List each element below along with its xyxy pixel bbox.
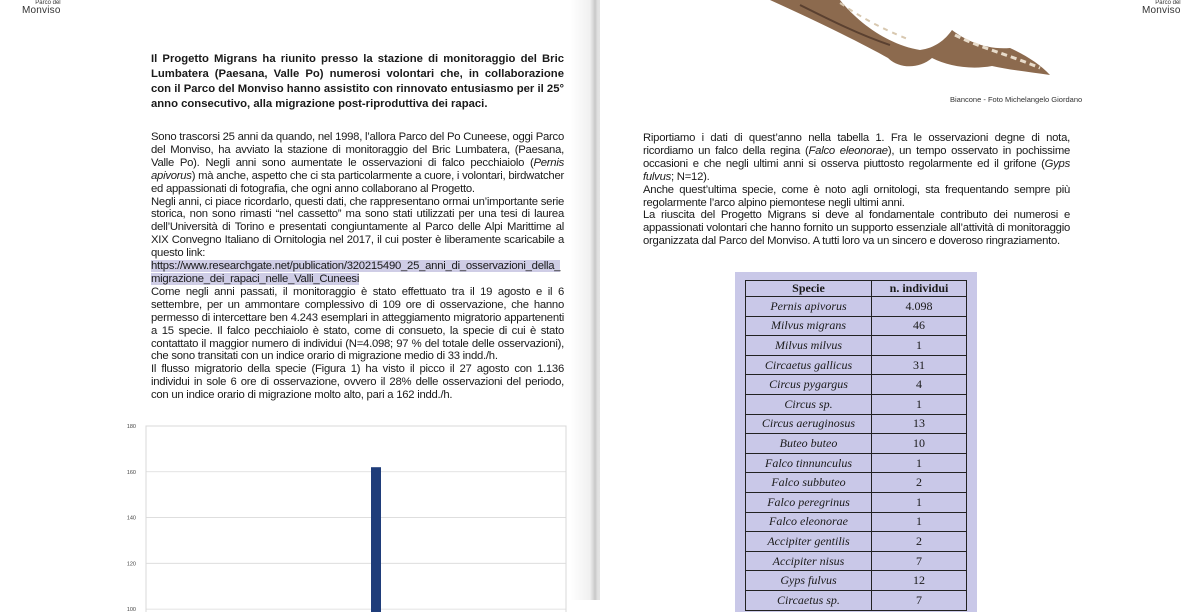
table-row (746, 375, 967, 395)
table-row (746, 512, 967, 532)
column-header-species: Specie (746, 281, 872, 297)
species-cell: Circus aeruginosus (746, 414, 872, 434)
logo-big-text: Monviso (22, 5, 61, 16)
research-link[interactable]: https://www.researchgate.net/publication/320215490_25_anni_di_osservazioni_della_migrazione_dei_rapaci_nelle_Valli_Cuneesi (151, 260, 561, 285)
count-cell: 7 (872, 590, 967, 610)
count-cell: 46 (872, 316, 967, 336)
table-row (746, 355, 967, 375)
table-row (746, 571, 967, 591)
count-cell: 1 (872, 453, 967, 473)
count-cell: 12 (872, 571, 967, 591)
count-cell: 1 (872, 336, 967, 356)
short-toed-eagle-image (770, 0, 1070, 80)
species-name: Gyps fulvus (643, 157, 1070, 183)
species-name: Pernis apivorus (151, 156, 564, 182)
count-cell: 4.098 (872, 297, 967, 317)
y-tick-label: 100 (126, 607, 136, 612)
research-link-paragraph (151, 260, 564, 286)
table-row (746, 414, 967, 434)
lead-paragraph: Il Progetto Migrans ha riunito presso la stazione di monitoraggio del Bric Lumbatera (Paesana, Valle Po) numerosi volontari che, in collaborazione con il Parco del Monviso hanno assistito con rinnovato entusiasmo per il 25° anno consecutivo, alla migrazione post-riproduttiva dei rapaci. (151, 53, 564, 110)
count-cell: 10 (872, 434, 967, 454)
table-header-row (746, 281, 967, 297)
logo-big-text: Monviso (1142, 5, 1181, 16)
logo-small-text: Parco del (1155, 0, 1181, 6)
count-cell: 1 (872, 492, 967, 512)
count-cell: 2 (872, 532, 967, 552)
left-paragraph-3: Come negli anni passati, il monitoraggio è stato effettuato tra il 19 agosto e il 6 settembre, per un ammontare complessivo di 109 ore di osservazione, che hanno permesso di intercettare ben 4.243 esemplari in atteggiamento migratorio appartenenti a 15 specie. Il falco pecchiaiolo è stato, come di consueto, la specie di cui è stato contattato il maggior numero di individui (N=4.098; 97 % del totale delle osservazioni), che sono transitati con un indice orario di migrazione medio di 33 indd./h. (151, 285, 564, 363)
count-cell: 2 (872, 473, 967, 493)
left-paragraph-4: Il flusso migratorio della specie (Figura 1) ha visto il picco il 27 agosto con 1.136 individui in sole 6 ore di osservazione, ovvero il 28% delle osservazioni del periodo, con un indice orario di migrazione molto alto, pari a 162 indd./h. (151, 363, 564, 402)
table-row (746, 492, 967, 512)
count-cell: 7 (872, 551, 967, 571)
species-cell: Gyps fulvus (746, 571, 872, 591)
species-cell: Falco subbuteo (746, 473, 872, 493)
species-cell: Accipiter nisus (746, 551, 872, 571)
migration-chart (118, 418, 574, 612)
species-cell: Circaetus sp. (746, 590, 872, 610)
species-cell: Circus pygargus (746, 375, 872, 395)
left-page (0, 0, 592, 612)
right-paragraph-2: Anche quest’ultima specie, come è noto agli ornitologi, sta frequentando sempre più regolarmente l’arco alpino piemontese negli ultimi anni. (643, 183, 1070, 209)
migration-chart-svg (118, 418, 574, 612)
plot-area (146, 426, 566, 612)
image-caption: Biancone - Foto Michelangelo Giordano (950, 95, 1083, 104)
left-body-text (151, 131, 564, 402)
table-row (746, 297, 967, 317)
left-paragraph-1: Sono trascorsi 25 anni da quando, nel 1998, l’allora Parco del Po Cuneese, oggi Parco del Monviso, ha avviato la stazione di monitoraggio del Bric Lumbatera, (Paesana, Valle Po). Negli anni sono aumentate le osservazioni di falco pecchiaiolo (Pernis apivorus) mà anche, aspetto che ci sta particolarmente a cuore, i volontari, birdwatcher ed appassionati di fotografia, che ogni anno collaborano al Progetto. (151, 131, 564, 195)
column-header-count: n. individui (872, 281, 967, 297)
species-table-panel (735, 272, 977, 612)
right-paragraph-3: La riuscita del Progetto Migrans si deve al fondamentale contributo dei numerosi e appassionati volontari che hanno fornito un supporto essenziale all’attività di monitoraggio organizzata dal Parco del Monviso. A tutti loro va un sincero e doveroso ringraziamento. (643, 209, 1070, 248)
table-row (746, 532, 967, 552)
table-row (746, 434, 967, 454)
y-tick-label: 140 (126, 515, 136, 522)
species-cell: Falco tinnunculus (746, 453, 872, 473)
right-body-text (643, 132, 1070, 248)
species-cell: Falco eleonorae (746, 512, 872, 532)
bar (371, 467, 381, 612)
park-logo-left (22, 0, 61, 15)
logo-small-text: Parco del (35, 0, 61, 6)
count-cell: 1 (872, 512, 967, 532)
table-row (746, 316, 967, 336)
species-name: Falco eleonorae (808, 144, 888, 157)
table-row (746, 590, 967, 610)
species-cell: Pernis apivorus (746, 297, 872, 317)
right-paragraph-1: Riportiamo i dati di quest’anno nella tabella 1. Fra le osservazioni degne di nota, ricordiamo un falco della regina (Falco eleonorae), un tempo osservato in pochissime occasioni e che negli ultimi anni si osserva piuttosto regolarmente ed il grifone (Gyps fulvus; N=12). (643, 132, 1071, 183)
count-cell: 13 (872, 414, 967, 434)
y-tick-label: 120 (126, 561, 136, 568)
species-cell: Falco peregrinus (746, 492, 872, 512)
count-cell: 31 (872, 355, 967, 375)
species-table (745, 280, 967, 611)
species-cell: Milvus migrans (746, 316, 872, 336)
species-cell: Circaetus gallicus (746, 355, 872, 375)
park-logo-right (1142, 0, 1181, 15)
species-cell: Milvus milvus (746, 336, 872, 356)
species-cell: Buteo buteo (746, 434, 872, 454)
y-tick-label: 160 (126, 469, 136, 476)
right-page (600, 0, 1200, 607)
table-row (746, 394, 967, 414)
table-row (746, 551, 967, 571)
count-cell: 1 (872, 394, 967, 414)
table-row (746, 473, 967, 493)
count-cell: 4 (872, 375, 967, 395)
table-row (746, 453, 967, 473)
left-paragraph-2: Negli anni, ci piace ricordarlo, questi dati, che rappresentano ormai un’importante serie storica, non sono rimasti “nel cassetto” ma sono stati utilizzati per una tesi di laurea dell’Università di Torino e presentati congiuntamente al Parco delle Alpi Marittime al XIX Convegno Italiano di Ornitologia nel 2017, il cui poster è liberamente scaricabile a questo link: (151, 195, 564, 260)
y-tick-label: 180 (126, 424, 136, 430)
species-cell: Circus sp. (746, 394, 872, 414)
species-cell: Accipiter gentilis (746, 532, 872, 552)
table-row (746, 336, 967, 356)
